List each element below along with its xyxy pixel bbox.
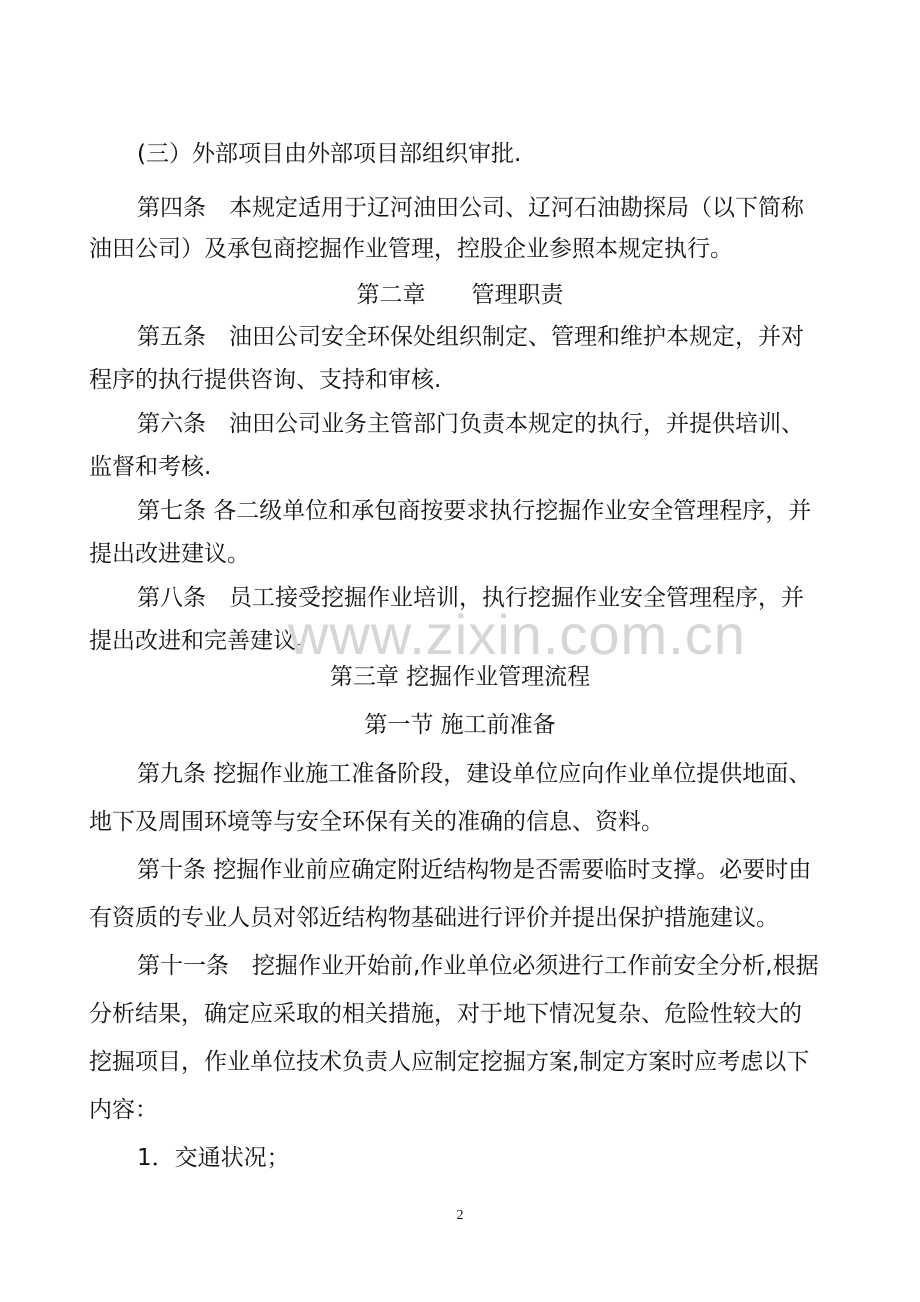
article-9-line-1: 第九条 挖掘作业施工准备阶段，建设单位应向作业单位提供地面、	[137, 761, 812, 787]
article-5-line-1: 第五条 油田公司安全环保处组织制定、管理和维护本规定，并对	[137, 324, 804, 350]
chapter-3-heading: 第三章 挖掘作业管理流程	[329, 664, 591, 690]
article-5-line-2: 程序的执行提供咨询、支持和审核.	[89, 367, 442, 393]
article-11-line-3: 挖掘项目，作业单位技术负责人应制定挖掘方案,制定方案时应考虑以下	[89, 1049, 810, 1075]
watermark-text: www.zixin.com.cn	[288, 603, 746, 666]
page-number: 2	[456, 1208, 464, 1223]
article-9-line-2: 地下及周围环境等与安全环保有关的准确的信息、资料。	[89, 809, 664, 835]
article-11-line-1: 第十一条 挖掘作业开始前,作业单位必须进行工作前安全分析,根据	[137, 953, 819, 979]
article-11-line-2: 分析结果，确定应采取的相关措施，对于地下情况复杂、危险性较大的	[89, 1001, 802, 1027]
article-10-line-2: 有资质的专业人员对邻近结构物基础进行评价并提出保护措施建议。	[89, 905, 779, 931]
article-7-line-1: 第七条 各二级单位和承包商按要求执行挖掘作业安全管理程序，并	[137, 498, 812, 524]
article-4-line-1: 第四条 本规定适用于辽河油田公司、辽河石油勘探局（以下简称	[137, 195, 804, 221]
clause-3-item: (三）外部项目由外部项目部组织审批.	[137, 141, 522, 167]
article-4-line-2: 油田公司）及承包商挖掘作业管理，控股企业参照本规定执行。	[89, 236, 733, 262]
article-11-line-4: 内容：	[89, 1097, 158, 1123]
article-8-line-1: 第八条 员工接受挖掘作业培训，执行挖掘作业安全管理程序，并	[137, 585, 804, 611]
article-10-line-1: 第十条 挖掘作业前应确定附近结构物是否需要临时支撑。必要时由	[137, 857, 812, 883]
article-8-line-2: 提出改进和完善建议。	[89, 628, 319, 654]
article-6-line-1: 第六条 油田公司业务主管部门负责本规定的执行，并提供培训、	[137, 411, 804, 437]
list-item-1: 1．交通状况；	[137, 1145, 290, 1171]
article-7-line-2: 提出改进建议。	[89, 541, 250, 567]
article-6-line-2: 监督和考核.	[89, 454, 212, 480]
section-1-heading: 第一节 施工前准备	[364, 712, 556, 738]
chapter-2-heading: 第二章 管理职责	[356, 282, 564, 308]
